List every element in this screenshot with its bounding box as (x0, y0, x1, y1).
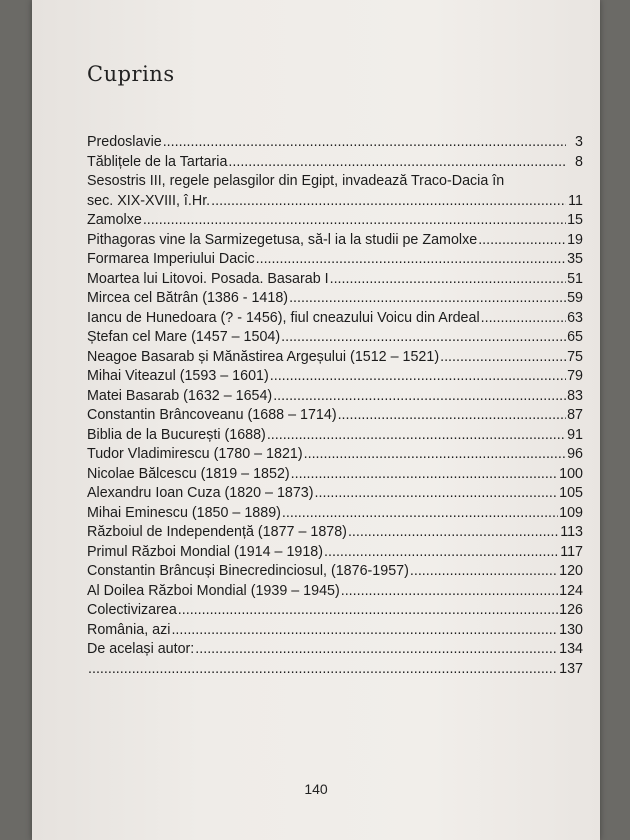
toc-entry (87, 504, 583, 524)
toc-entry-title: Tăblițele de la Tartaria (87, 153, 228, 170)
toc-entry-page: 75 (567, 348, 583, 365)
toc-entry (87, 328, 583, 348)
toc-entry-page: 3 (575, 134, 583, 150)
toc-entry (87, 543, 583, 563)
toc-leader-dots (270, 367, 566, 387)
toc-entry-page: 11 (568, 192, 583, 209)
toc-leader-dots (304, 445, 566, 465)
toc-entry-title: De același autor: (87, 641, 195, 657)
toc-leader-dots (163, 133, 566, 153)
toc-leader-dots (256, 250, 566, 270)
toc-leader-dots (330, 270, 566, 290)
toc-entry (87, 465, 583, 485)
toc-entry-title-line1: Sesostris III, regele pelasgilor din Egipt, invadează Traco-Dacia în (87, 173, 505, 189)
toc-leader-dots (291, 465, 558, 485)
toc-entry-page: 65 (567, 329, 583, 345)
toc-entry-title: Mihai Viteazul (1593 – 1601) (87, 368, 269, 384)
toc-leader-dots (143, 211, 566, 231)
toc-entry-page: 124 (559, 582, 583, 599)
toc-leader-dots (281, 328, 566, 348)
page-title: Cuprins (87, 62, 175, 86)
toc-entry (87, 523, 583, 543)
toc-leader-dots (338, 406, 566, 426)
toc-entry-page: 126 (559, 602, 583, 618)
toc-entry (87, 250, 583, 270)
toc-entry-title: Nicolae Bălcescu (1819 – 1852) (87, 465, 290, 482)
toc-leader-dots (410, 562, 558, 582)
toc-entry (87, 153, 583, 173)
toc-entry-title: sec. XIX-XVIII, î.Hr. (87, 192, 211, 209)
toc-entry-title: Formarea Imperiului Dacic (87, 251, 255, 267)
toc-leader-dots (348, 523, 559, 543)
toc-entry (87, 289, 583, 309)
toc-entry-title: Matei Basarab (1632 – 1654) (87, 387, 273, 404)
toc-entry-title: Neagoe Basarab și Mănăstirea Argeșului (1512 – 1521) (87, 348, 440, 365)
toc-entry (87, 348, 583, 368)
toc-leader-dots (289, 289, 566, 309)
toc-entry-page: 91 (567, 426, 583, 443)
toc-entry (87, 387, 583, 407)
toc-entry-title: Predoslavie (87, 134, 162, 150)
toc-entry (87, 601, 583, 621)
toc-entry-title: Constantin Brâncuși Binecredinciosul, (1876-1957) (87, 563, 409, 579)
toc-leader-dots (478, 231, 566, 251)
toc-entry-page: 100 (559, 465, 583, 482)
toc-entry-page: 51 (567, 270, 583, 287)
toc-leader-dots (211, 192, 566, 212)
toc-entry-page: 79 (567, 368, 583, 384)
toc-leader-dots (315, 484, 559, 504)
toc-entry (87, 621, 583, 641)
table-of-contents (87, 133, 583, 679)
toc-entry (87, 231, 583, 251)
toc-entry-title: Mircea cel Bătrân (1386 - 1418) (87, 290, 289, 306)
toc-entry-page: 87 (567, 407, 583, 423)
toc-entry-page: 19 (567, 231, 583, 248)
toc-leader-dots (273, 387, 566, 407)
toc-entry-title: Constantin Brâncoveanu (1688 – 1714) (87, 407, 337, 423)
toc-entry-page: 105 (559, 485, 583, 501)
toc-entry-page: 83 (567, 387, 583, 404)
toc-entry-page: 137 (559, 660, 583, 677)
toc-entry-title: Pithagoras vine la Sarmizegetusa, să-l ia la studii pe Zamolxe (87, 231, 478, 248)
toc-entry-title: Moartea lui Litovoi. Posada. Basarab I (87, 270, 329, 287)
toc-leader-dots (282, 504, 558, 524)
toc-entry-title: Zamolxe (87, 212, 142, 228)
toc-entry (87, 426, 583, 446)
toc-entry-page: 130 (559, 621, 583, 638)
toc-entry-title: România, azi (87, 621, 171, 638)
toc-leader-dots (88, 660, 558, 680)
toc-entry (87, 640, 583, 660)
toc-entry-page: 63 (567, 309, 583, 326)
toc-entry (87, 582, 583, 602)
toc-entry (87, 270, 583, 290)
toc-entry (87, 562, 583, 582)
toc-entry-title: Biblia de la București (1688) (87, 426, 266, 443)
toc-entry-page: 96 (567, 446, 583, 462)
toc-entry-title: Alexandru Ioan Cuza (1820 – 1873) (87, 485, 314, 501)
toc-entry (87, 660, 583, 680)
toc-entry-title: Iancu de Hunedoara (? - 1456), fiul cneazului Voicu din Ardeal (87, 309, 480, 326)
toc-entry (87, 445, 583, 465)
toc-entry (87, 172, 583, 211)
toc-leader-dots (324, 543, 559, 563)
toc-entry (87, 367, 583, 387)
toc-entry-title: Tudor Vladimirescu (1780 – 1821) (87, 446, 303, 462)
toc-leader-dots (267, 426, 566, 446)
toc-entry-title: Al Doilea Război Mondial (1939 – 1945) (87, 582, 340, 599)
toc-entry (87, 484, 583, 504)
toc-entry-page: 117 (560, 543, 583, 560)
toc-entry-page: 59 (567, 290, 583, 306)
toc-leader-dots (195, 640, 558, 660)
toc-entry-page: 35 (567, 251, 583, 267)
toc-leader-dots (440, 348, 566, 368)
toc-entry-title: Mihai Eminescu (1850 – 1889) (87, 504, 281, 521)
toc-entry-title: Războiul de Independență (1877 – 1878) (87, 524, 347, 540)
toc-leader-dots (178, 601, 558, 621)
toc-entry-page: 120 (559, 563, 583, 579)
toc-entry-page: 109 (559, 504, 583, 521)
book-page (32, 0, 600, 840)
toc-entry (87, 309, 583, 329)
toc-entry-page: 113 (560, 524, 583, 540)
toc-entry (87, 133, 583, 153)
toc-leader-dots (481, 309, 566, 329)
toc-leader-dots (228, 153, 566, 173)
toc-entry (87, 211, 583, 231)
toc-entry-page: 15 (567, 212, 583, 228)
page-number: 140 (304, 781, 328, 797)
toc-entry-page: 8 (575, 153, 583, 170)
toc-leader-dots (341, 582, 558, 602)
toc-leader-dots (171, 621, 558, 641)
toc-entry-title: Ștefan cel Mare (1457 – 1504) (87, 329, 281, 345)
toc-entry-page: 134 (559, 641, 583, 657)
toc-entry-title: Colectivizarea (87, 602, 177, 618)
toc-entry-title: Primul Război Mondial (1914 – 1918) (87, 543, 324, 560)
toc-entry (87, 406, 583, 426)
